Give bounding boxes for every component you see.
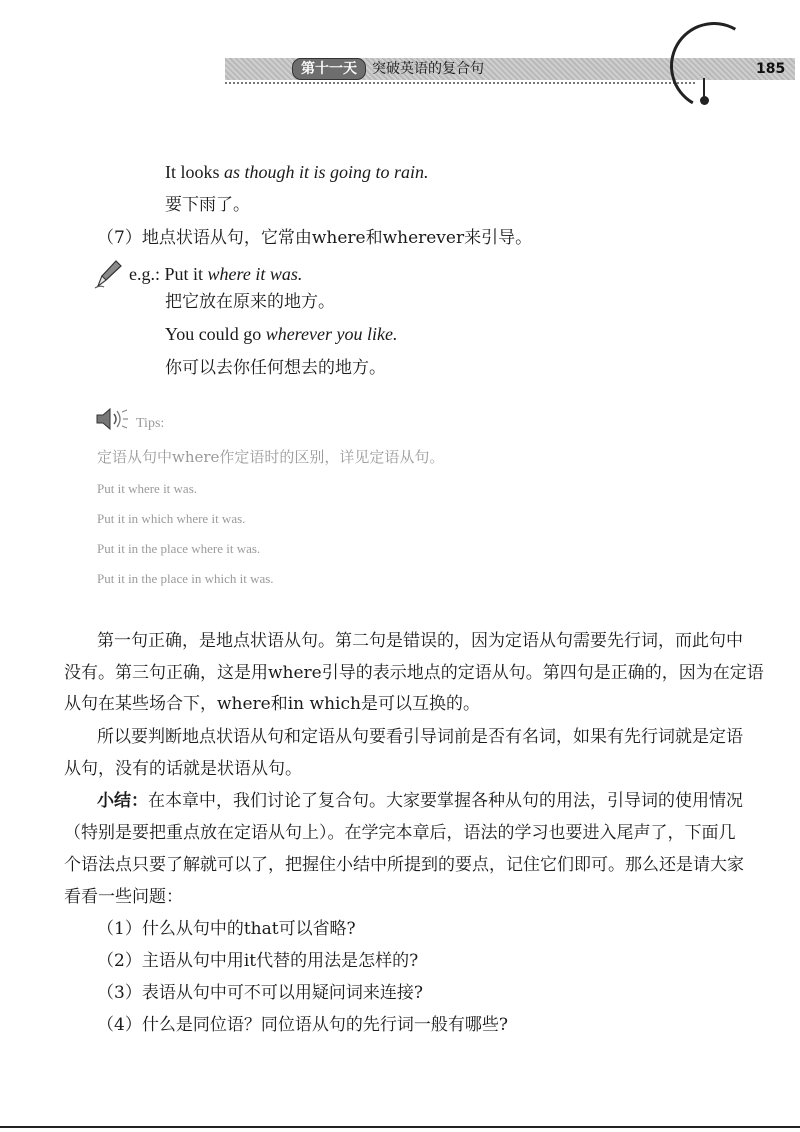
eg-sentence-1: [129, 262, 302, 286]
bottom-rule: [0, 1126, 800, 1128]
summary-text: 在本章中，我们讨论了复合句。大家要掌握各种从句的用法，引导词的使用情况: [148, 791, 743, 811]
header-dotted-rule: [225, 82, 695, 84]
summary-line-3: 个语法点只要了解就可以了，把握住小结中所提到的要点，记住它们即可。那么还是请大家: [64, 855, 744, 875]
tips-line-4: Put it in the place in which it was.: [97, 571, 274, 586]
pencil-icon: [92, 258, 124, 290]
paragraph-1-line-2: 没有。第三句正确，这是用where引导的表示地点的定语从句。第四句是正确的，因为在定语: [64, 663, 764, 683]
eg-label: e.g.: Put it: [129, 264, 208, 284]
paragraph-1-line-3: 从句在某些场合下，where和in which是可以互换的。: [64, 694, 480, 714]
paragraph-2-line-1: 所以要判断地点状语从句和定语从句要看引导词前是否有名词，如果有先行词就是定语: [97, 727, 743, 747]
decorative-dot-icon: [700, 96, 709, 105]
summary-line-4: 看看一些问题：: [64, 887, 183, 907]
question-3: （3）表语从句中可不可以用疑问词来连接?: [97, 983, 423, 1003]
decorative-arc-icon: [660, 12, 768, 120]
paragraph-2-line-2: 从句，没有的话就是状语从句。: [64, 759, 302, 779]
example-sentence-plain: It looks: [165, 162, 225, 182]
eg-sentence-2-plain: You could go: [165, 324, 266, 344]
chapter-title: 突破英语的复合句: [372, 61, 484, 77]
chapter-badge: 第十一天: [292, 58, 366, 80]
paragraph-1-line-1: 第一句正确，是地点状语从句。第二句是错误的，因为定语从句需要先行词，而此句中: [97, 631, 743, 651]
speaker-icon: [95, 406, 129, 432]
section-heading-7: （7）地点状语从句，它常由where和wherever来引导。: [97, 228, 533, 248]
summary-line-2: （特别是要把重点放在定语从句上）。在学完本章后，语法的学习也要进入尾声了，下面几: [64, 823, 736, 843]
example-sentence: [165, 160, 429, 184]
decorative-stem: [703, 78, 705, 98]
example-sentence-italic: as though it is going to rain.: [224, 162, 429, 182]
tips-line-1: Put it where it was.: [97, 481, 198, 496]
question-2: （2）主语从句中用it代替的用法是怎样的?: [97, 951, 419, 971]
eg-sentence-2: [165, 322, 397, 346]
tips-line-2: Put it in which where it was.: [97, 511, 246, 526]
tips-line-3: Put it in the place where it was.: [97, 541, 261, 556]
eg-sentence-1-italic: where it was.: [207, 264, 303, 284]
eg-sentence-2-italic: wherever you like.: [265, 324, 398, 344]
example-translation: 要下雨了。: [165, 195, 250, 215]
tips-label: Tips:: [136, 416, 165, 431]
summary-label: 小结：: [97, 791, 148, 811]
eg-translation-1: 把它放在原来的地方。: [165, 292, 335, 312]
eg-translation-2: 你可以去你任何想去的地方。: [165, 358, 386, 378]
tips-note: 定语从句中where作定语时的区别，详见定语从句。: [97, 448, 445, 466]
page-number: 185: [756, 61, 786, 77]
summary-first-line: [97, 789, 743, 813]
question-4: （4）什么是同位语？同位语从句的先行词一般有哪些?: [97, 1015, 508, 1035]
question-1: （1）什么从句中的that可以省略?: [97, 919, 356, 939]
